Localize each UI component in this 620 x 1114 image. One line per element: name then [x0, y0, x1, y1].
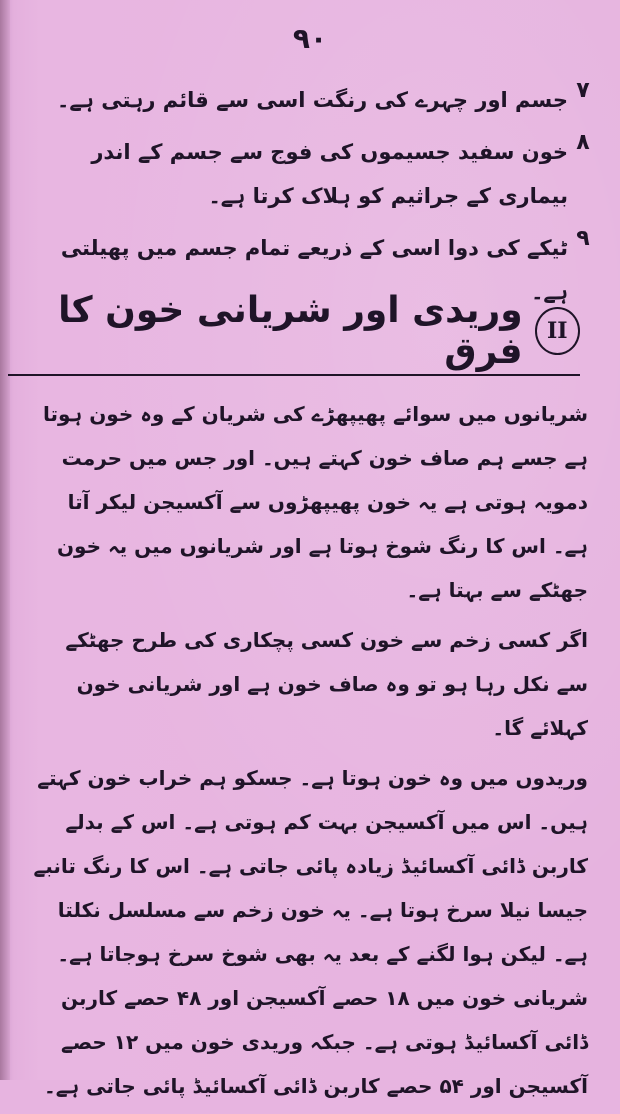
body-text: [33, 392, 588, 1114]
section-title: وریدی اور شریانی خون کا فرق: [58, 290, 523, 372]
list-item-text: ٹیکے کی دوا اسی کے ذریعے تمام جسم میں پھیلتی ہے۔: [60, 236, 568, 304]
paragraph: اگر کسی زخم سے خون کسی پچکاری کی طرح جھٹکے سے نکل رہا ہو تو وہ صاف خون ہے اور شریانی خون کہلائے گا۔: [65, 628, 588, 740]
list-item-number: ۷: [576, 78, 590, 103]
page-number: ۹۰: [292, 22, 328, 55]
list-item-text: جسم اور چہرے کی رنگت اسی سے قائم رہتی ہے۔: [57, 88, 568, 112]
paragraph: شریانوں میں سوائے پھیپھڑے کی شریان کے وہ خون ہوتا ہے جسے ہم صاف خون کہتے ہیں۔ اور جس میں حرمت دمویہ ہوتی ہے یہ خون پھیپھڑوں سے آکسیجن لیکر آتا ہے۔ اس کا رنگ شوخ ہوتا ہے اور شریانوں میں یہ خون جھٹکے سے بہتا ہے۔: [42, 402, 588, 602]
list-item: [28, 78, 598, 122]
list-item-number: ۸: [576, 130, 590, 155]
section-divider-line: [8, 374, 580, 376]
page-spine-shadow: [0, 0, 10, 1080]
paragraph: وریدوں میں وہ خون ہوتا ہے۔ جسکو ہم خراب خون کہتے ہیں۔ اس میں آکسیجن بہت کم ہوتی ہے۔ اس کے بدلے کاربن ڈائی آکسائیڈ زیادہ پائی جاتی ہے۔ اس کا رنگ تانبے جیسا نیلا سرخ ہوتا ہے۔ یہ خون زخم سے مسلسل نکلتا ہے۔ لیکن ہوا لگنے کے بعد یہ بھی شوخ سرخ ہوجاتا ہے۔ شریانی خون میں ۱۸ حصے آکسیجن اور ۴۸ حصے کاربن ڈائی آکسائیڈ ہوتی ہے۔ جبکہ وریدی خون میں ۱۲ حصے آکسیجن اور ۵۴ حصے کاربن ڈائی آکسائیڈ پائی جاتی ہے۔: [33, 766, 588, 1098]
list-item-text: خون سفید جسیموں کی فوج سے جسم کے اندر بیماری کے جراثیم کو ہلاک کرتا ہے۔: [91, 140, 568, 208]
list-item-number: ۹: [576, 226, 590, 251]
section-number-badge: II: [535, 307, 580, 355]
numbered-list: [28, 78, 598, 322]
section-heading: [0, 290, 580, 372]
list-item: [28, 130, 598, 218]
